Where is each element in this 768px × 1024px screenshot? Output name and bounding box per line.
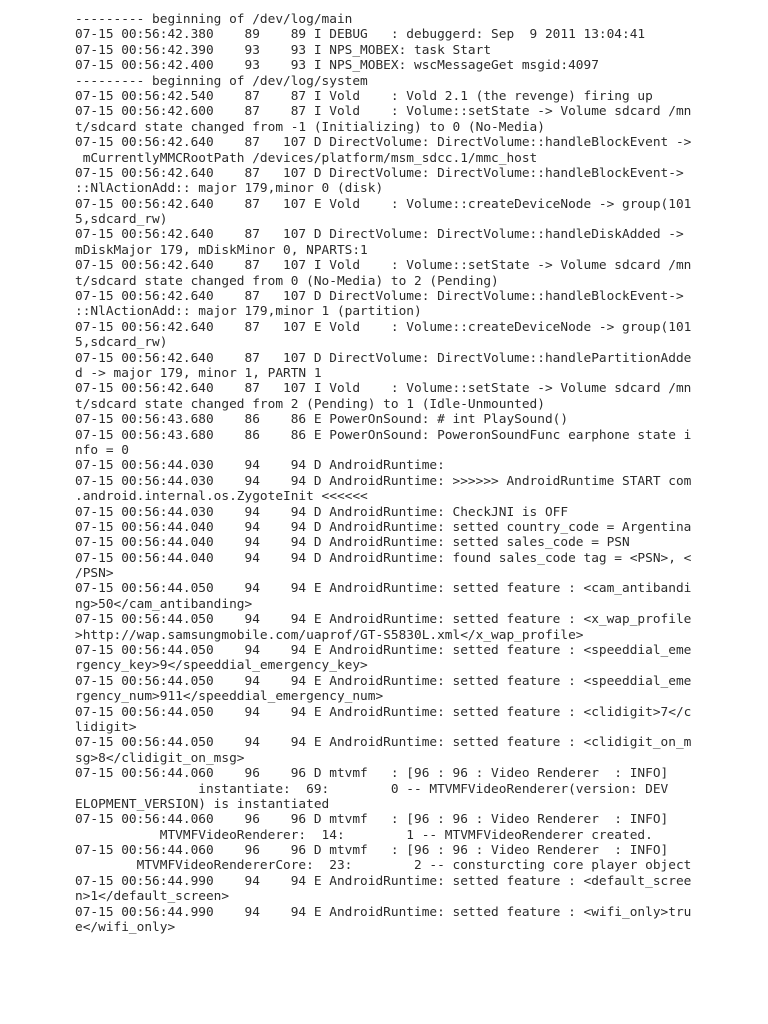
log-line: 07-15 00:56:44.050 94 94 E AndroidRuntime: setted feature : <cam_antibandi (75, 581, 692, 597)
log-line: mDiskMajor 179, mDiskMinor 0, NPARTS:1 (75, 242, 368, 258)
log-line: ELOPMENT_VERSION) is instantiated (75, 796, 330, 812)
log-line: 07-15 00:56:42.390 93 93 I NPS_MOBEX: task Start (75, 42, 492, 58)
log-line: 07-15 00:56:44.990 94 94 E AndroidRuntime: setted feature : <wifi_only>tru (75, 904, 692, 920)
log-line: 07-15 00:56:44.050 94 94 E AndroidRuntime: setted feature : <speeddial_eme (75, 673, 692, 689)
log-line: MTVMFVideoRendererCore: 23: 2 -- consturcting core player object (75, 858, 692, 874)
log-line: 07-15 00:56:42.400 93 93 I NPS_MOBEX: wscMessageGet msgid:4097 (75, 58, 599, 74)
log-line: 07-15 00:56:44.030 94 94 D AndroidRuntime: CheckJNI is OFF (75, 504, 569, 520)
log-line: ::NlActionAdd:: major 179,minor 1 (partition) (75, 304, 422, 320)
log-line: 07-15 00:56:42.640 87 107 E Vold : Volume::createDeviceNode -> group(101 (75, 196, 692, 212)
log-line: d -> major 179, minor 1, PARTN 1 (75, 365, 322, 381)
log-line: nfo = 0 (75, 442, 129, 458)
log-line: e</wifi_only> (75, 920, 176, 936)
log-line: 07-15 00:56:42.640 87 107 E Vold : Volume::createDeviceNode -> group(101 (75, 319, 692, 335)
log-line: 07-15 00:56:43.680 86 86 E PowerOnSound: PoweronSoundFunc earphone state i (75, 427, 692, 443)
log-line: t/sdcard state changed from -1 (Initializing) to 0 (No-Media) (75, 119, 545, 135)
log-line: 07-15 00:56:42.640 87 107 D DirectVolume: DirectVolume::handleBlockEvent-> (75, 289, 684, 305)
log-line: 07-15 00:56:43.680 86 86 E PowerOnSound: # int PlaySound() (75, 412, 569, 428)
log-document (75, 12, 715, 935)
log-line: 07-15 00:56:44.050 94 94 E AndroidRuntime: setted feature : <clidigit>7</c (75, 704, 692, 720)
log-line: 07-15 00:56:44.030 94 94 D AndroidRuntime: (75, 458, 445, 474)
log-line: .android.internal.os.ZygoteInit <<<<<< (75, 489, 368, 505)
log-line: 5,sdcard_rw) (75, 335, 168, 351)
log-line: 07-15 00:56:44.060 96 96 D mtvmf : [96 : 96 : Video Renderer : INFO] (75, 766, 669, 782)
log-line: 07-15 00:56:42.640 87 107 D DirectVolume: DirectVolume::handlePartitionAdde (75, 350, 692, 366)
log-line: n>1</default_screen> (75, 889, 230, 905)
log-line: 07-15 00:56:44.050 94 94 E AndroidRuntime: setted feature : <clidigit_on_m (75, 735, 692, 751)
log-line: rgency_num>911</speeddial_emergency_num> (75, 689, 384, 705)
log-line: --------- beginning of /dev/log/system (75, 73, 368, 89)
log-line: ::NlActionAdd:: major 179,minor 0 (disk) (75, 181, 384, 197)
log-line: 07-15 00:56:44.990 94 94 E AndroidRuntime: setted feature : <default_scree (75, 873, 692, 889)
log-line: 07-15 00:56:44.050 94 94 E AndroidRuntime: setted feature : <x_wap_profile (75, 612, 692, 628)
log-line: 07-15 00:56:44.040 94 94 D AndroidRuntime: setted sales_code = PSN (75, 535, 630, 551)
log-line: sg>8</clidigit_on_msg> (75, 750, 245, 766)
log-line: 07-15 00:56:44.060 96 96 D mtvmf : [96 : 96 : Video Renderer : INFO] (75, 843, 669, 859)
log-line: 07-15 00:56:42.640 87 107 I Vold : Volume::setState -> Volume sdcard /mn (75, 381, 692, 397)
log-line: 07-15 00:56:44.030 94 94 D AndroidRuntime: >>>>>> AndroidRuntime START com (75, 473, 692, 489)
log-line: t/sdcard state changed from 2 (Pending) to 1 (Idle-Unmounted) (75, 396, 545, 412)
log-line: 07-15 00:56:42.540 87 87 I Vold : Vold 2.1 (the revenge) firing up (75, 88, 653, 104)
log-line: mCurrentlyMMCRootPath /devices/platform/msm_sdcc.1/mmc_host (75, 150, 538, 166)
log-line: 5,sdcard_rw) (75, 212, 168, 228)
log-line: rgency_key>9</speeddial_emergency_key> (75, 658, 368, 674)
log-line: lidigit> (75, 719, 137, 735)
log-line: MTVMFVideoRenderer: 14: 1 -- MTVMFVideoRenderer created. (75, 827, 653, 843)
log-line: 07-15 00:56:42.640 87 107 D DirectVolume: DirectVolume::handleDiskAdded -> (75, 227, 684, 243)
log-line: 07-15 00:56:42.600 87 87 I Vold : Volume::setState -> Volume sdcard /mn (75, 104, 692, 120)
log-line: >http://wap.samsungmobile.com/uaprof/GT-S5830L.xml</x_wap_profile> (75, 627, 584, 643)
log-line: 07-15 00:56:42.640 87 107 D DirectVolume: DirectVolume::handleBlockEvent -> (75, 135, 692, 151)
log-line: 07-15 00:56:44.050 94 94 E AndroidRuntime: setted feature : <speeddial_eme (75, 643, 692, 659)
log-line: 07-15 00:56:44.040 94 94 D AndroidRuntime: found sales_code tag = <PSN>, < (75, 550, 692, 566)
log-line: 07-15 00:56:42.380 89 89 I DEBUG : debuggerd: Sep 9 2011 13:04:41 (75, 27, 646, 43)
log-line: 07-15 00:56:44.040 94 94 D AndroidRuntime: setted country_code = Argentina (75, 519, 692, 535)
log-line: --------- beginning of /dev/log/main (75, 12, 353, 27)
log-line: 07-15 00:56:42.640 87 107 I Vold : Volume::setState -> Volume sdcard /mn (75, 258, 692, 274)
log-line: instantiate: 69: 0 -- MTVMFVideoRenderer(version: DEV (75, 781, 669, 797)
log-line: t/sdcard state changed from 0 (No-Media) to 2 (Pending) (75, 273, 499, 289)
log-line: /PSN> (75, 566, 114, 582)
log-line: ng>50</cam_antibanding> (75, 596, 253, 612)
log-line: 07-15 00:56:42.640 87 107 D DirectVolume: DirectVolume::handleBlockEvent-> (75, 165, 684, 181)
log-line: 07-15 00:56:44.060 96 96 D mtvmf : [96 : 96 : Video Renderer : INFO] (75, 812, 669, 828)
